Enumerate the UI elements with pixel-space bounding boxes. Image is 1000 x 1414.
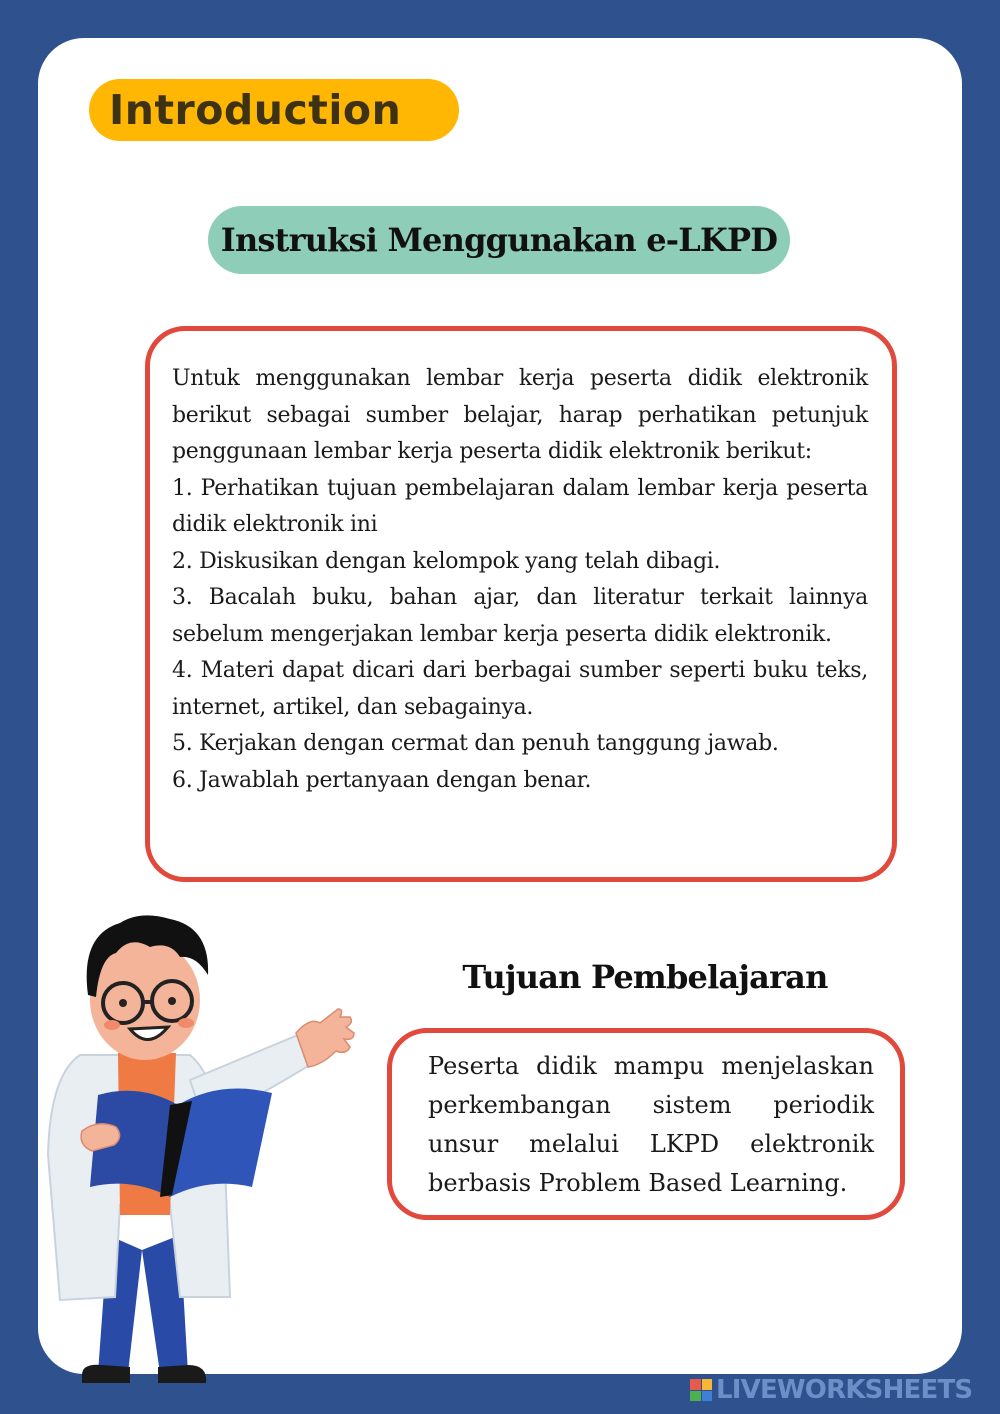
instruction-item-3: 3. Bacalah buku, bahan ajar, dan literatur terkait lainnya sebelum mengerjakan lembar kerja peserta didik elektronik.: [172, 585, 868, 647]
footer-brand: LIVEWORKSHEETS: [716, 1375, 973, 1405]
liveworksheets-logo: [690, 1375, 990, 1405]
section-label: Introduction: [109, 86, 402, 134]
instructions-title-badge: [208, 206, 790, 274]
instruction-item-4: 4. Materi dapat dicari dari berbagai sumber seperti buku teks, internet, artikel, dan sebagainya.: [172, 658, 868, 720]
instruction-item-1: 1. Perhatikan tujuan pembelajaran dalam lembar kerja peserta didik elektronik ini: [172, 475, 868, 537]
instructions-title: Instruksi Menggunakan e-LKPD: [220, 221, 778, 259]
instructions-intro: Untuk menggunakan lembar kerja peserta didik elektronik berikut sebagai sumber belajar, harap perhatikan petunjuk penggunaan lembar kerja peserta didik elektronik berikut:: [172, 366, 868, 464]
goals-title: Tujuan Pembelajaran: [462, 958, 828, 996]
instructions-box: [145, 326, 897, 882]
section-label-badge: [89, 79, 459, 141]
instruction-item-5: 5. Kerjakan dengan cermat dan penuh tanggung jawab.: [172, 731, 779, 756]
liveworksheets-logo-icon: [690, 1379, 712, 1401]
goals-box: [387, 1028, 905, 1220]
teacher-reading-book-illustration: [20, 905, 370, 1390]
instruction-item-2: 2. Diskusikan dengan kelompok yang telah dibagi.: [172, 548, 721, 574]
goals-text: Peserta didik mampu menjelaskan perkembangan sistem periodik unsur melalui LKPD elektronik berbasis Problem Based Learning.: [428, 1052, 874, 1197]
instruction-item-6: 6. Jawablah pertanyaan dengan benar.: [172, 767, 592, 793]
